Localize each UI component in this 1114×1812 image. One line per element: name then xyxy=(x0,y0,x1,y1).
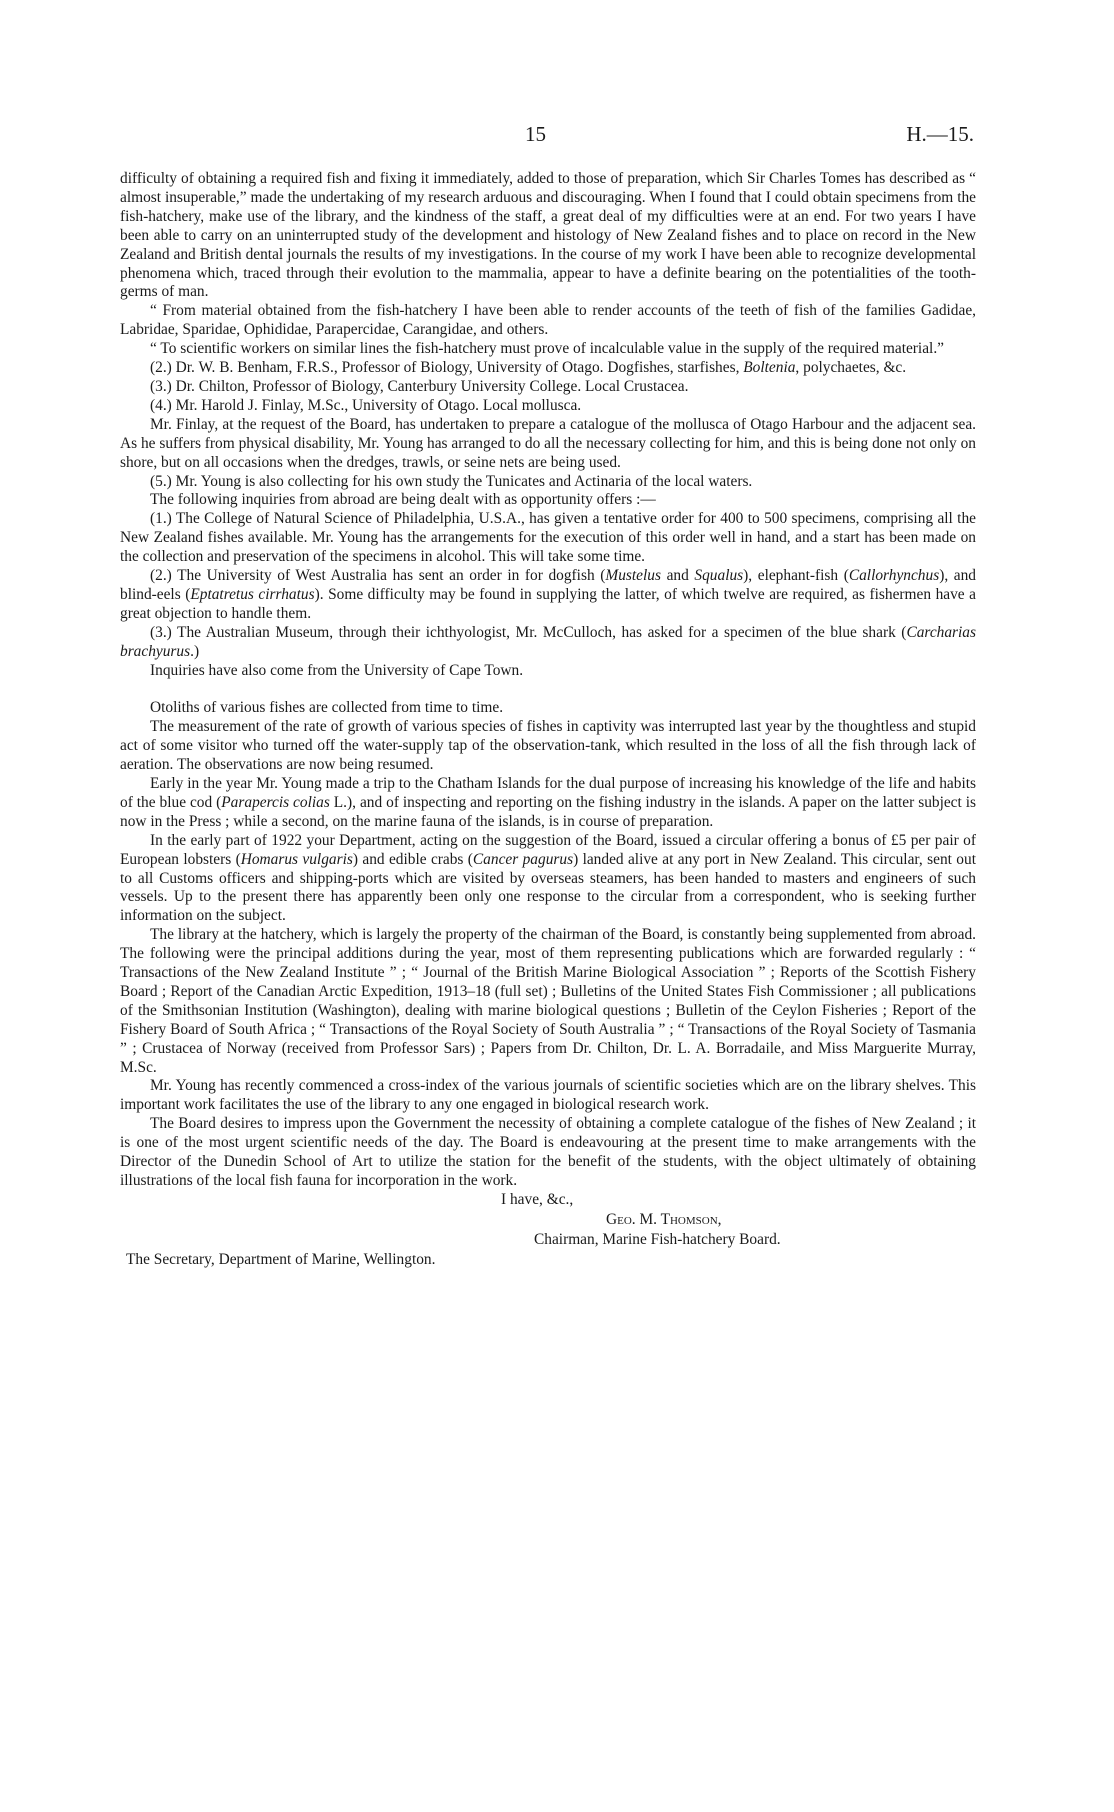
text-run: , polychaetes, &c. xyxy=(795,359,907,377)
text-run: “ From material obtained from the fish-hatchery I have been able to render accounts of the teeth of fish of the families Gadidae, Labridae, Sparidae, Ophididae, Parapercidae, Carangidae, and others. xyxy=(120,302,976,339)
text-run: The measurement of the rate of growth of various species of fishes in captivity was interrupted last year by the thoughtless and stupid act of some visitor who turned off the water-supply tap of the observation-tank, which resulted in the loss of all the fish through lack of aeration. The observations are now being resumed. xyxy=(120,718,976,774)
paragraph xyxy=(120,1115,976,1191)
signatory-title: Chairman, Marine Fish-hatchery Board. xyxy=(534,1230,781,1248)
text-run: The Board desires to impress upon the Government the necessity of obtaining a complete catalogue of the fishes of New Zealand ; it is one of the most urgent scientific needs of the day. The Board is endeavouring at the present time to make arrangements with the Director of the Dunedin School of Art to utilize the station for the benefit of the students, with the object ultimately of obtaining illustrations of the local fish fauna for incorporation in the work. xyxy=(120,1115,976,1190)
text-run: ) landed alive at any port in New Zealand. This circular, sent out to all Customs officers and shipping-ports which are visited by overseas steamers, has been handed to masters and engineers of such vessels. Up to the present there has apparently been only one response to the circular from a correspondent, who is seeking further information on the subject. xyxy=(120,850,976,925)
paragraph xyxy=(120,397,976,416)
paragraph xyxy=(120,510,976,567)
italic-text: Homarus vulgaris xyxy=(240,850,353,868)
text-run: Mr. Finlay, at the request of the Board, has undertaken to prepare a catalogue of the mollusca of Otago Harbour and the adjacent sea. As he suffers from physical disability, Mr. Young has arranged to do all the necessary collecting for him, and this is being done not only on shore, but on all occasions when the dredges, trawls, or seine nets are being used. xyxy=(120,415,976,471)
text-run: Inquiries have also come from the University of Cape Town. xyxy=(150,661,524,679)
addressee-line: The Secretary, Department of Marine, Wellington. xyxy=(126,1250,436,1268)
text-run: (4.) Mr. Harold J. Finlay, M.Sc., University of Otago. Local mollusca. xyxy=(150,396,582,414)
text-run: (3.) Dr. Chilton, Professor of Biology, Canterbury University College. Local Crustacea. xyxy=(150,377,689,395)
signoff xyxy=(120,1191,976,1273)
page-number: 15 xyxy=(525,122,546,146)
text-run: The library at the hatchery, which is largely the property of the chairman of the Board, is constantly being supplemented from abroad. The following were the principal additions during the year, most of them representing publications which are forwarded regularly : “ Transactions of the New Zealand Institute ” ; “ Journal of the British Marine Biological Association ” ; Reports of the Scottish Fishery Board ; Report of the Canadian Arctic Expedition, 1913–18 (full set) ; Bulletins of the United States Fish Commissioner ; all publications of the Smithsonian Institution (Washington), dealing with marine biological questions ; Bulletin of the Ceylon Fisheries ; Report of the Fishery Board of South Africa ; “ Transactions of the Royal Society of South Australia ” ; “ Transactions of the Royal Society of Tasmania ” ; Crustacea of Norway (received from Professor Sars) ; Papers from Dr. Chilton, Dr. L. A. Borradaile, and Miss Marguerite Murray, M.Sc. xyxy=(120,926,976,1076)
paragraph xyxy=(120,926,976,1077)
paragraph xyxy=(120,624,976,662)
italic-text: Parapercis colias xyxy=(221,793,330,811)
text-run: The following inquiries from abroad are being dealt with as opportunity offers :— xyxy=(150,491,656,509)
text-run: ). Some difficulty may be found in supplying the latter, of which twelve are required, as fishermen have a great objection to handle them. xyxy=(120,585,976,622)
text-run: (5.) Mr. Young is also collecting for his own study the Tunicates and Actinaria of the local waters. xyxy=(150,472,753,490)
text-run: (3.) The Australian Museum, through their ichthyologist, Mr. McCulloch, has asked for a specimen of the blue shark ( xyxy=(150,623,907,641)
paragraph xyxy=(120,170,976,302)
italic-text: Mustelus xyxy=(605,567,661,585)
text-run: In the early part of 1922 your Department, acting on the suggestion of the Board, issued a circular offering a bonus of £5 per pair of European lobsters ( xyxy=(120,831,976,868)
italic-text: Eptatretus cirrhatus xyxy=(190,585,315,603)
text-run: “ To scientific workers on similar lines the fish-hatchery must prove of incalculable value in the supply of the required material.” xyxy=(150,340,944,358)
paragraph-list xyxy=(120,170,976,1191)
paragraph xyxy=(120,473,976,492)
text-run: ), elephant-fish ( xyxy=(743,567,849,585)
text-run: (2.) Dr. W. B. Benham, F.R.S., Professor of Biology, University of Otago. Dogfishes, starfishes, xyxy=(150,359,744,377)
italic-text: Boltenia xyxy=(743,359,796,377)
text-run: Mr. Young has recently commenced a cross-index of the various journals of scientific societies which are on the library shelves. This important work facilitates the use of the library to any one engaged in biological research work. xyxy=(120,1077,976,1114)
signatory-name: Geo. M. Thomson, xyxy=(606,1210,722,1228)
text-run: difficulty of obtaining a required fish and fixing it immediately, added to those of preparation, which Sir Charles Tomes has described as “ almost insuperable,” made the undertaking of my research arduous and discouraging. When I found that I could obtain specimens from the fish-hatchery, make use of the library, and the kindness of the staff, a great deal of my difficulties were at an end. For two years I have been able to carry on an uninterrupted study of the development and histology of New Zealand fishes and to place on record in the New Zealand and British dental journals the results of my investigations. In the course of my work I have been able to recognize developmental phenomena which, traced through their evolution to the mammalia, appear to have a definite bearing on the potentialities of the tooth-germs of man. xyxy=(120,170,976,301)
paragraph xyxy=(120,340,976,359)
paragraph xyxy=(120,775,976,832)
paragraph xyxy=(120,491,976,510)
paragraph xyxy=(120,662,976,681)
paragraph xyxy=(120,567,976,624)
closing-line: I have, &c., xyxy=(501,1190,574,1208)
paragraph xyxy=(120,302,976,340)
page-header xyxy=(0,122,1114,152)
text-run: ) and edible crabs ( xyxy=(352,850,473,868)
italic-text: Squalus xyxy=(694,567,744,585)
text-run: L.), and of inspecting and reporting on the fishing industry in the islands. A paper on the latter subject is now in the Press ; while a second, on the marine fauna of the islands, is in course of preparation. xyxy=(120,793,977,830)
text-run: .) xyxy=(190,642,200,660)
text-run: Early in the year Mr. Young made a trip to the Chatham Islands for the dual purpose of increasing his knowledge of the life and habits of the blue cod ( xyxy=(120,774,976,811)
text-run: and xyxy=(660,567,695,585)
paragraph xyxy=(120,416,976,473)
text-run: ), and blind-eels ( xyxy=(120,567,976,603)
text-run: (2.) The University of West Australia has sent an order in for dogfish ( xyxy=(150,567,606,585)
paragraph xyxy=(120,832,976,927)
paragraph xyxy=(120,359,976,378)
paragraph xyxy=(120,699,976,718)
italic-text: Cancer pagurus xyxy=(472,850,574,868)
document-reference: H.—15. xyxy=(906,122,974,146)
text-run: Otoliths of various fishes are collected from time to time. xyxy=(150,699,504,717)
italic-text: Callorhynchus xyxy=(848,567,940,585)
body-text xyxy=(120,170,976,1273)
paragraph xyxy=(120,1077,976,1115)
text-run: (1.) The College of Natural Science of Philadelphia, U.S.A., has given a tentative order for 400 to 500 specimens, comprising all the New Zealand fishes available. Mr. Young has the arrangements for the execution of this order well in hand, and a start has been made on the collection and preservation of the specimens in alcohol. This will take some time. xyxy=(120,510,976,566)
paragraph xyxy=(120,378,976,397)
paragraph xyxy=(120,718,976,775)
italic-text: Carcharias brachyurus xyxy=(120,623,976,660)
